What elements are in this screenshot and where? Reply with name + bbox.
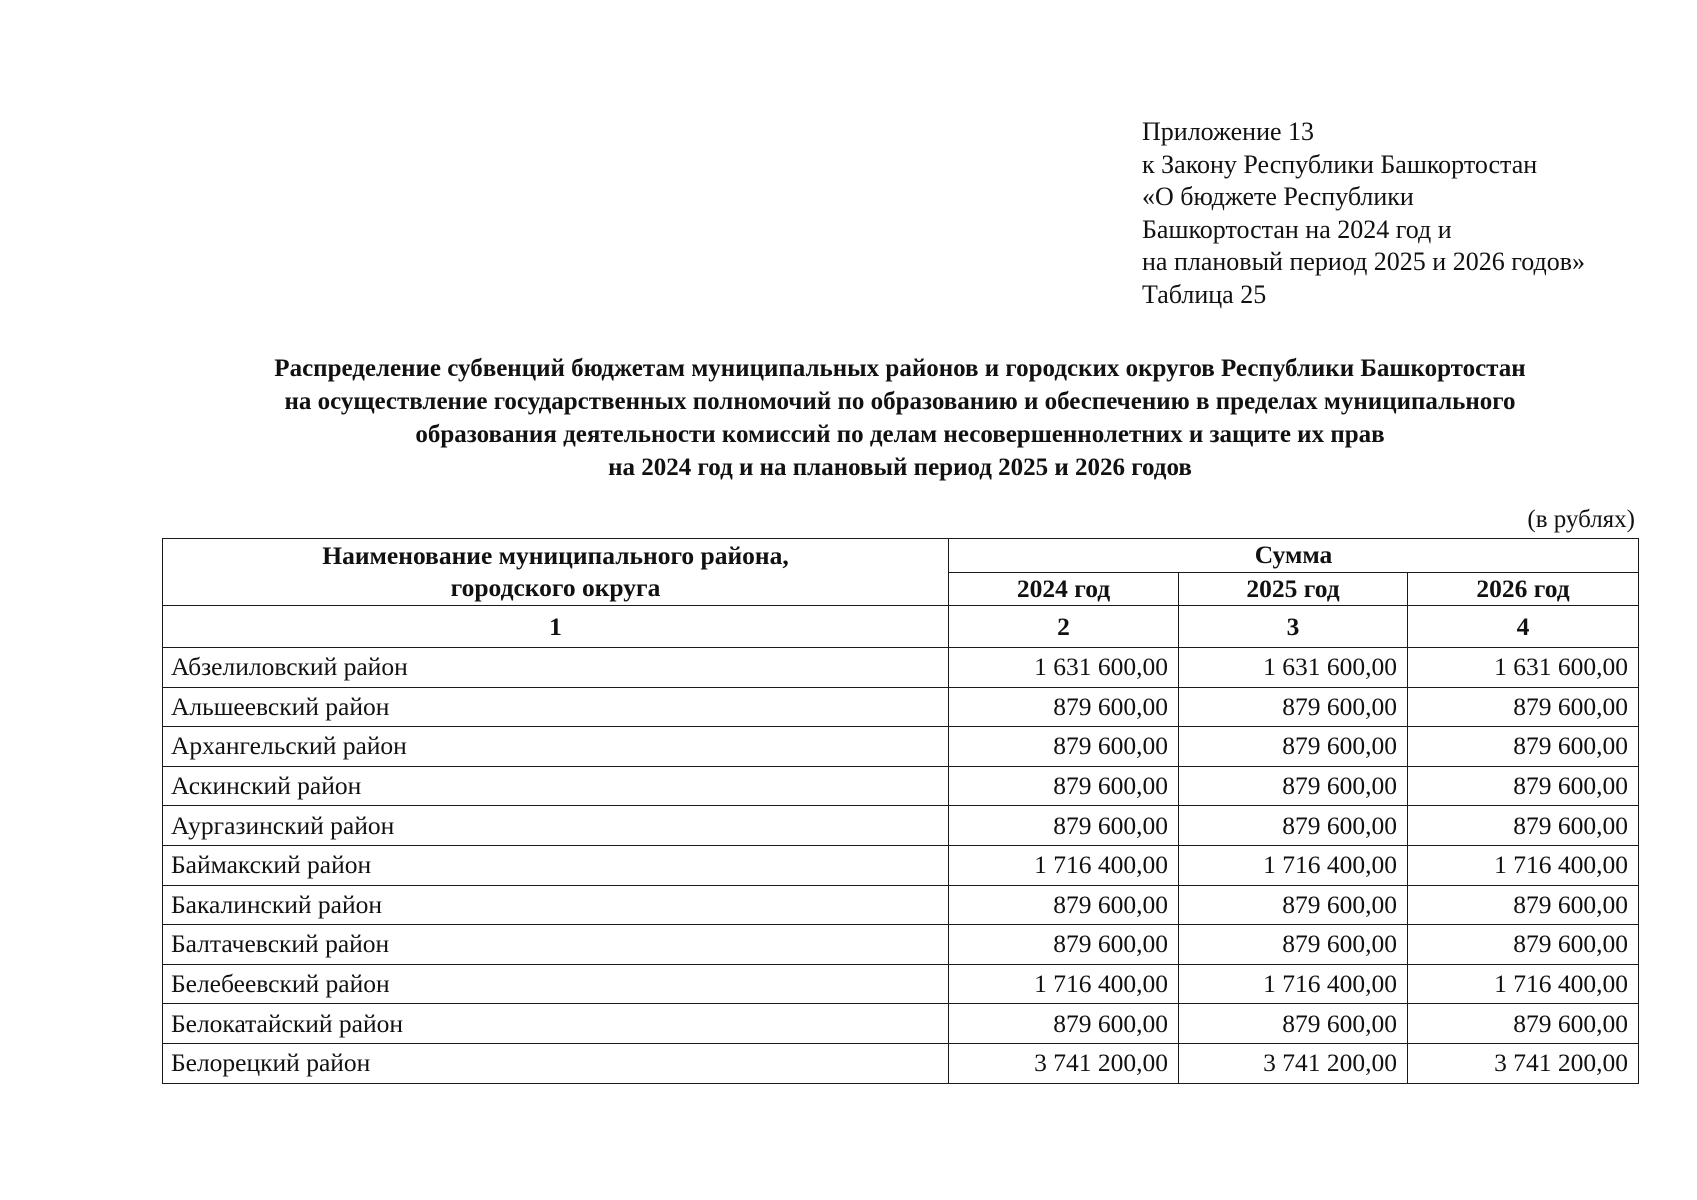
title-line: Распределение субвенций бюджетам муниципальных районов и городских округов Республики Башкортостан xyxy=(274,355,1526,382)
table-row xyxy=(163,1043,1639,1083)
table-row xyxy=(163,766,1639,806)
amount-2026: 879 600,00 xyxy=(1408,806,1639,846)
appendix-line: на плановый период 2025 и 2026 годов» xyxy=(1142,247,1585,276)
amount-2024: 879 600,00 xyxy=(949,727,1179,767)
table-row xyxy=(163,845,1639,885)
municipality-name: Аскинский район xyxy=(163,766,949,806)
municipality-name: Бакалинский район xyxy=(163,885,949,925)
amount-2024: 1 631 600,00 xyxy=(949,648,1179,688)
title-line: на осуществление государственных полномочий по образованию и обеспечению в пределах муниципального xyxy=(284,388,1516,415)
appendix-line: к Закону Республики Башкортостан xyxy=(1142,149,1538,179)
municipality-name: Альшеевский район xyxy=(163,687,949,727)
amount-2024: 879 600,00 xyxy=(949,885,1179,925)
amount-2024: 879 600,00 xyxy=(949,687,1179,727)
amount-2026: 879 600,00 xyxy=(1408,766,1639,806)
amount-2026: 1 631 600,00 xyxy=(1408,648,1639,688)
table-row xyxy=(163,727,1639,767)
amount-2025: 1 716 400,00 xyxy=(1179,964,1408,1004)
title-line: образования деятельности комиссий по делам несовершеннолетних и защите их прав xyxy=(415,421,1385,448)
municipality-name: Белебеевский район xyxy=(163,964,949,1004)
title-line: на 2024 год и на плановый период 2025 и 2026 годов xyxy=(608,454,1192,481)
amount-2025: 3 741 200,00 xyxy=(1179,1043,1408,1083)
amount-2025: 1 716 400,00 xyxy=(1179,845,1408,885)
amount-2024: 879 600,00 xyxy=(949,806,1179,846)
amount-2024: 879 600,00 xyxy=(949,925,1179,965)
appendix-note xyxy=(1142,116,1585,311)
amount-2026: 879 600,00 xyxy=(1408,727,1639,767)
header-municipality xyxy=(163,539,949,606)
municipality-name: Белокатайский район xyxy=(163,1004,949,1044)
header-year-2025: 2025 год xyxy=(1179,572,1408,606)
appendix-line: «О бюджете Республики xyxy=(1142,182,1414,211)
table-row xyxy=(163,885,1639,925)
subvention-table xyxy=(162,538,1639,1084)
municipality-name: Балтачевский район xyxy=(163,925,949,965)
amount-2025: 879 600,00 xyxy=(1179,806,1408,846)
document-title xyxy=(160,352,1640,484)
amount-2026: 879 600,00 xyxy=(1408,925,1639,965)
header-sum: Сумма xyxy=(949,539,1639,573)
table-number: Таблица 25 xyxy=(1142,279,1267,309)
municipality-name: Аургазинский район xyxy=(163,806,949,846)
header-year-2024: 2024 год xyxy=(949,572,1179,606)
amount-2025: 1 631 600,00 xyxy=(1179,648,1408,688)
amount-2026: 1 716 400,00 xyxy=(1408,845,1639,885)
amount-2025: 879 600,00 xyxy=(1179,885,1408,925)
header-year-2026: 2026 год xyxy=(1408,572,1639,606)
amount-2024: 879 600,00 xyxy=(949,1004,1179,1044)
column-number-1: 1 xyxy=(163,606,949,648)
table-row xyxy=(163,648,1639,688)
table-row xyxy=(163,687,1639,727)
municipality-name: Баймакский район xyxy=(163,845,949,885)
amount-2026: 1 716 400,00 xyxy=(1408,964,1639,1004)
table-row xyxy=(163,964,1639,1004)
table-row xyxy=(163,806,1639,846)
amount-2024: 879 600,00 xyxy=(949,766,1179,806)
units-note: (в рублях) xyxy=(1527,506,1635,533)
municipality-name: Белорецкий район xyxy=(163,1043,949,1083)
header-municipality-line1: Наименование муниципального района, xyxy=(322,541,789,570)
amount-2026: 879 600,00 xyxy=(1408,687,1639,727)
column-number-4: 4 xyxy=(1408,606,1639,648)
column-number-2: 2 xyxy=(949,606,1179,648)
amount-2026: 3 741 200,00 xyxy=(1408,1043,1639,1083)
amount-2025: 879 600,00 xyxy=(1179,727,1408,767)
header-municipality-line2: городского округа xyxy=(450,573,661,602)
appendix-line: Башкортостан на 2024 год и xyxy=(1142,214,1452,244)
municipality-name: Архангельский район xyxy=(163,727,949,767)
appendix-line: Приложение 13 xyxy=(1142,117,1315,146)
table-row xyxy=(163,1004,1639,1044)
amount-2025: 879 600,00 xyxy=(1179,1004,1408,1044)
amount-2026: 879 600,00 xyxy=(1408,885,1639,925)
amount-2024: 1 716 400,00 xyxy=(949,845,1179,885)
municipality-name: Абзелиловский район xyxy=(163,648,949,688)
amount-2025: 879 600,00 xyxy=(1179,687,1408,727)
amount-2026: 879 600,00 xyxy=(1408,1004,1639,1044)
amount-2024: 1 716 400,00 xyxy=(949,964,1179,1004)
amount-2024: 3 741 200,00 xyxy=(949,1043,1179,1083)
table-row xyxy=(163,925,1639,965)
amount-2025: 879 600,00 xyxy=(1179,766,1408,806)
amount-2025: 879 600,00 xyxy=(1179,925,1408,965)
column-number-3: 3 xyxy=(1179,606,1408,648)
